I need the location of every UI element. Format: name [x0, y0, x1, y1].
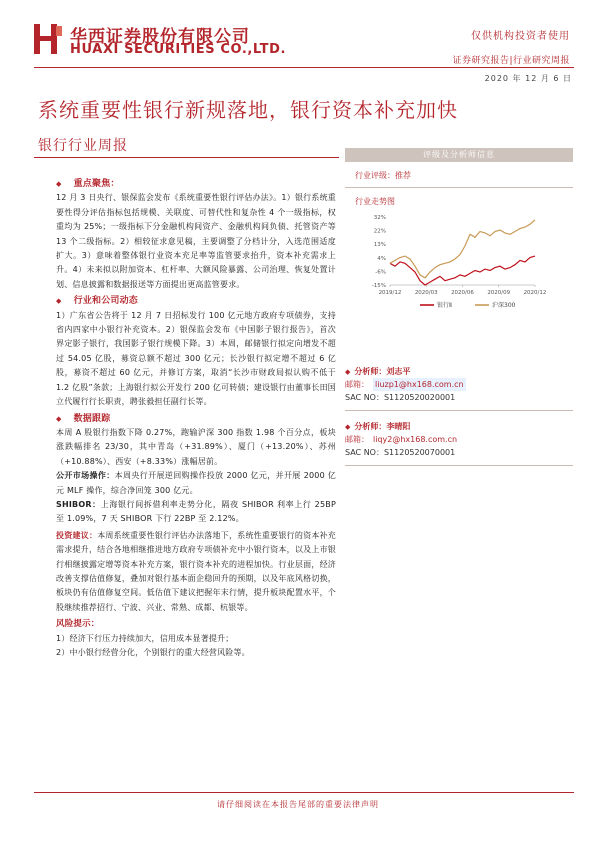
advice-label: 投资建议：: [56, 530, 98, 540]
analyst-name: ◆ 分析师：李晴阳: [345, 422, 411, 431]
audience-notice: 仅供机构投资者使用: [471, 31, 570, 42]
rating-label: 行业评级：: [355, 171, 395, 180]
tracking-text: 本周 A 股银行指数下降 0.27%，跑输沪深 300 指数 1.98 个百分点，板块涨跌幅排名 23/30，其中青岛（+31.89%）、厦门（+13.20%）、苏州（+10.88%）、西安（+8.33%）涨幅居前。: [56, 427, 336, 466]
risk-item: 1）经济下行压力持续加大，信用成本显著提升；: [56, 633, 234, 643]
x-tick-label: 2020/06: [451, 290, 474, 296]
industry-text: 1）广东省公告将于 12 月 7 日招标发行 100 亿元地方政府专项债券，支持省内四家中小银行补充资本。2）银保监会发布《中国影子银行报告》，首次界定影子银行，我国影子银行规模下降。3）本周，邮储银行拟定向增发不超过 54.05 亿股，募资总额不超过 300 亿元；长沙银行拟定增不超过 6 亿股，募资不超过 60 亿元，并修订方案，取消“长沙市财政局拟认购不低于 1.2 亿股”条款；上海银行拟公开发行 200 亿可转债；建设银行由董事长田国立代履行行长职责，聘张毅担任副行长等。: [56, 310, 336, 407]
analyst-sac: S1120520070001: [383, 448, 456, 457]
x-tick-label: 2020/09: [487, 290, 511, 296]
shibor-label: SHIBOR：: [56, 499, 101, 509]
y-tick-label: 32%: [373, 215, 386, 221]
diamond-bullet-icon: ◆: [56, 180, 62, 188]
subtitle-divider: [34, 157, 339, 158]
company-name-en: HUAXI SECURITIES CO.,LTD.: [70, 42, 287, 57]
advice-text: 本周系统重要性银行评估办法落地下，系统性重要银行的资本补充需求提升，结合各地相继推进地方政府专项债补充中小银行资本，以及上市银行相继披露定增等资本补充方案，银行资本补充的进程加快。行业层面，经济改善支撑估值修复，叠加对银行基本面企稳回升的预期，以及年底风格切换，板块仍有估值修复空间。低估值下建议把握年末行情，提升板块配置水平，个股继续推荐招行、宁波、兴业、常熟、成都、杭银等。: [56, 530, 337, 612]
diamond-bullet-icon: ◆: [56, 297, 62, 306]
analyst-email-row: 邮箱： liuzp1@hx168.com.cn: [345, 380, 464, 389]
x-tick-label: 2020/03: [414, 290, 438, 296]
analyst-divider: [345, 465, 573, 466]
industry-heading: ◆ 行业和公司动态: [56, 296, 138, 307]
advice-paragraph: [56, 529, 336, 615]
report-body: [56, 175, 336, 660]
report-title: 系统重要性银行新规落地，银行资本补充加快: [38, 98, 458, 122]
rating-panel: [345, 148, 573, 327]
legend-label: 银行Ⅱ: [437, 302, 452, 309]
company-name-cn: 华西证券股份有限公司: [70, 27, 250, 47]
rating-value: 推荐: [395, 171, 411, 180]
report-type: 证券研究报告|行业研究周报: [452, 56, 570, 66]
industry-trend-chart: [360, 211, 565, 323]
analyst-divider: [345, 410, 573, 411]
focus-text: 12 月 3 日央行、银保监会发布《系统重要性银行评估办法》。1）银行系统重要性得分评估指标包括规模、关联度、可替代性和复杂性 4 个一级指标，权重均为 25%；一级指标下分金融机构间资产、金融机构间负债、托管资产等 13 个二级指标。2）相较征求意见稿，主要调整了分档计分，入选范围适度扩大。3）意味着整体银行业资本充足率等监管要求抬升，资本补充需求上升。4）未来拟以附加资本、杠杆率、大额风险暴露、公司治理、恢复处置计划、信息披露和数据报送等方面提出更高监管要求。: [56, 193, 336, 289]
open-market-text: 本周央行开展逆回购操作投放 2000 亿元，并开展 2000 亿元 MLF 操作，综合净回笼 300 亿元。: [56, 471, 336, 495]
industry-rating: [355, 170, 573, 181]
y-tick-label: -15%: [371, 283, 386, 289]
rating-panel-header: 评级及分析师信息: [345, 148, 573, 162]
open-market-label: 公开市场操作：: [56, 471, 115, 481]
shibor-text: 上海银行间拆借利率走势分化，隔夜 SHIBOR 利率上行 25BP 至 1.09%，7 天 SHIBOR 下行 22BP 至 2.12%。: [56, 499, 336, 524]
focus-heading: ◆ 重点聚焦：: [56, 179, 120, 189]
rating-divider: [345, 187, 573, 188]
y-tick-label: 22%: [373, 228, 386, 235]
company-logo: [34, 24, 62, 54]
analyst-sac-row: SAC NO：S1120520020001: [345, 393, 456, 402]
x-tick-label: 2020/12: [523, 290, 547, 296]
tracking-heading: ◆ 数据跟踪: [56, 413, 111, 424]
analyst-email-row: 邮箱： liqy2@hx168.com.cn: [345, 435, 458, 444]
report-subtitle: 银行行业周报: [38, 138, 128, 154]
risk-heading: 风险提示：: [56, 619, 100, 630]
x-tick-label: 2019/12: [378, 290, 402, 296]
open-market-paragraph: [56, 469, 336, 498]
diamond-bullet-icon: ◆: [345, 423, 351, 431]
diamond-bullet-icon: ◆: [345, 368, 351, 376]
legend-label: 沪深300: [492, 302, 516, 309]
analyst-sac-row: SAC NO：S1120520070001: [345, 448, 456, 457]
analyst-card: [345, 420, 573, 466]
report-date: 2020 年 12 月 6 日: [484, 74, 572, 83]
analyst-name: ◆ 分析师：刘志平: [345, 367, 411, 376]
shibor-paragraph: [56, 498, 336, 527]
analyst-email[interactable]: liuzp1@hx168.com.cn: [375, 380, 464, 389]
analyst-email[interactable]: liqy2@hx168.com.cn: [373, 435, 458, 444]
diamond-bullet-icon: ◆: [56, 414, 62, 423]
analyst-sac: S1120520020001: [383, 393, 456, 402]
footer-divider: [34, 792, 574, 793]
y-tick-label: 13%: [373, 242, 386, 249]
legal-notice: 请仔细阅读在本报告尾部的重要法律声明: [217, 800, 379, 809]
series-line-bank: [390, 256, 535, 285]
header-divider: [34, 67, 574, 68]
risk-item: 2）中小银行经营分化，个别银行的重大经营风险等。: [56, 648, 250, 657]
analyst-card: [345, 365, 573, 411]
y-tick-label: -6%: [375, 269, 386, 276]
chart-title: 行业走势图: [355, 197, 395, 206]
y-tick-label: 4%: [377, 255, 386, 262]
